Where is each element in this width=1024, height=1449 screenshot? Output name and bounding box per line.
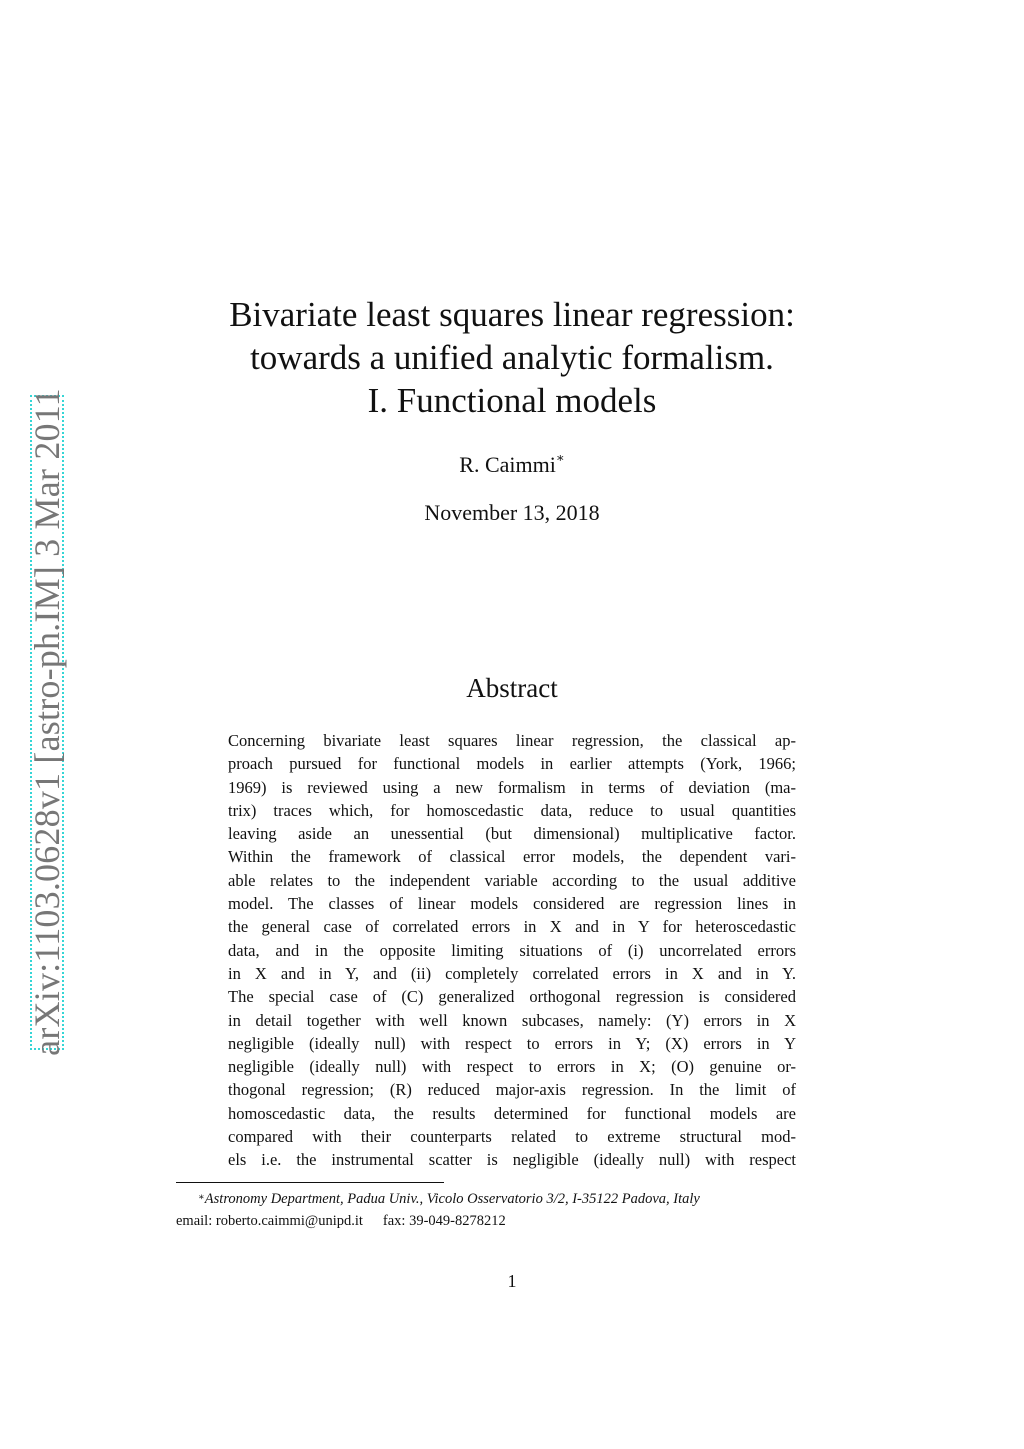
- author-footnote-mark: ∗: [555, 450, 565, 465]
- author: [0, 452, 1024, 478]
- footnote-fax: fax: 39-049-8278212: [382, 1213, 506, 1229]
- abstract-line: model. The classes of linear models considered are regression lines in: [228, 894, 796, 914]
- abstract-line: trix) traces which, for homoscedastic data, reduce to usual quantities: [228, 800, 796, 820]
- footnote-divider: [176, 1182, 444, 1183]
- arxiv-stamp: arXiv:1103.0628v1 [astro-ph.IM] 3 Mar 2011: [27, 388, 67, 1056]
- abstract-line: in X and in Y, and (ii) completely correlated errors in X and in Y.: [228, 963, 796, 983]
- abstract-line: the general case of correlated errors in X and in Y for heteroscedastic: [228, 917, 796, 937]
- abstract-heading: Abstract: [466, 673, 558, 703]
- footnote-email: email: roberto.caimmi@unipd.it: [176, 1213, 363, 1229]
- title-line-3: I. Functional models: [367, 381, 657, 420]
- author-name: R. Caimmi: [459, 452, 556, 477]
- abstract-line: Within the framework of classical error models, the dependent vari-: [228, 847, 796, 867]
- abstract-line: Concerning bivariate least squares linear regression, the classical ap-: [228, 731, 796, 750]
- footnote: [176, 1188, 856, 1232]
- paper-date: November 13, 2018: [424, 500, 600, 525]
- abstract-line: negligible (ideally null) with respect to errors in X; (O) genuine or-: [228, 1057, 796, 1077]
- footnote-affiliation-line: [176, 1188, 856, 1210]
- abstract-line: negligible (ideally null) with respect to errors in Y; (X) errors in Y: [228, 1033, 796, 1053]
- abstract-line: els i.e. the instrumental scatter is negligible (ideally null) with respect: [228, 1150, 796, 1170]
- abstract-line: data, and in the opposite limiting situations of (i) uncorrelated errors: [228, 940, 796, 960]
- abstract-line: homoscedastic data, the results determined for functional models are: [228, 1103, 796, 1123]
- abstract-line: leaving aside an unessential (but dimensional) multiplicative factor.: [228, 824, 796, 844]
- abstract-line: 1969) is reviewed using a new formalism in terms of deviation (ma-: [228, 777, 796, 797]
- abstract-line: compared with their counterparts related to extreme structural mod-: [228, 1127, 796, 1147]
- title-line-2: towards a unified analytic formalism.: [250, 338, 774, 377]
- abstract-body: [228, 729, 796, 1172]
- abstract-line: proach pursued for functional models in earlier attempts (York, 1966;: [228, 754, 796, 774]
- abstract-line: in detail together with well known subcases, namely: (Y) errors in X: [228, 1010, 796, 1030]
- abstract-line: The special case of (C) generalized orthogonal regression is considered: [228, 987, 796, 1007]
- abstract-line: thogonal regression; (R) reduced major-axis regression. In the limit of: [228, 1080, 796, 1100]
- footnote-affiliation: Astronomy Department, Padua Univ., Vicolo Osservatorio 3/2, I-35122 Padova, Italy: [204, 1191, 700, 1207]
- footnote-contact: [176, 1210, 856, 1232]
- title-line-1: Bivariate least squares linear regression:: [229, 295, 795, 334]
- abstract-line: able relates to the independent variable according to the usual additive: [228, 870, 796, 890]
- page-number: 1: [507, 1271, 517, 1291]
- footnote-mark: ∗: [198, 1192, 205, 1203]
- paper-title: [0, 293, 1024, 422]
